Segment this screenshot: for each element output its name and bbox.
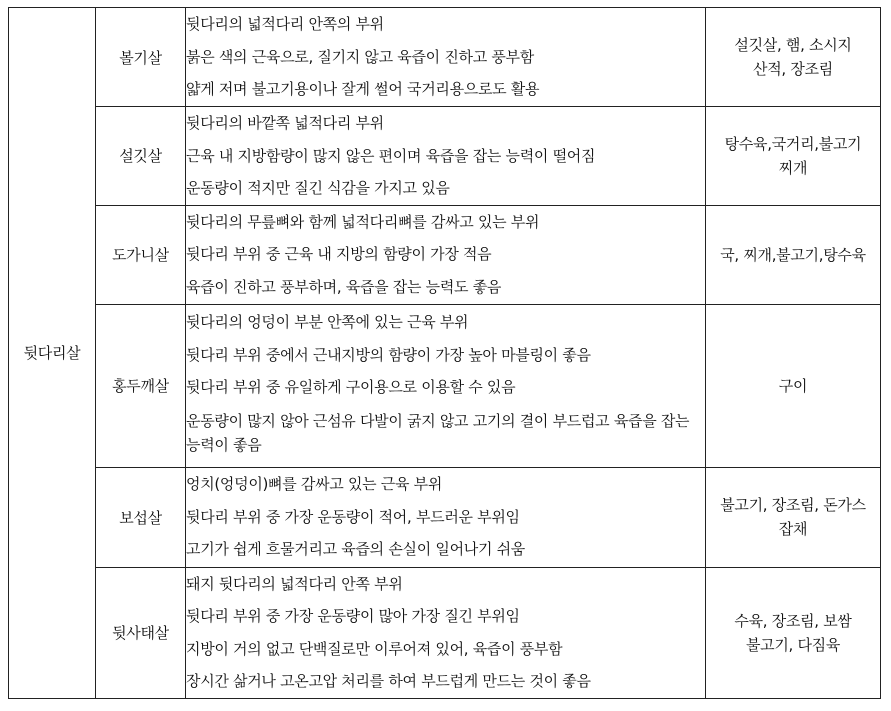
usage-cell — [706, 304, 881, 467]
usage-cell — [706, 107, 881, 206]
table-row — [9, 205, 881, 304]
cut-name-cell: 설깃살 — [96, 107, 186, 206]
description-line: 엉치(엉덩이)뼈를 감싸고 있는 근육 부위 — [186, 475, 443, 494]
usage-line: 탕수육,국거리,불고기 — [724, 134, 862, 153]
usage-cell — [706, 467, 881, 567]
description-line: 뒷다리 부위 중 근육 내 지방의 함량이 가장 적음 — [186, 245, 492, 264]
description-line: 운동량이 적지만 질긴 식감을 가지고 있음 — [186, 179, 450, 197]
description-line: 붉은 색의 근육으로, 질기지 않고 육즙이 진하고 풍부함 — [186, 47, 534, 66]
usage-cell — [706, 567, 881, 698]
description-cell — [186, 467, 706, 567]
usage-line: 잡채 — [778, 520, 808, 538]
description-line: 뒷다리 부위 중 가장 운동량이 적어, 부드러운 부위임 — [186, 507, 520, 526]
description-line: 돼지 뒷다리의 넓적다리 안쪽 부위 — [186, 574, 403, 593]
pork-hind-leg-cuts-table — [8, 7, 881, 699]
description-line: 지방이 거의 없고 단백질로만 이루어져 있어, 육즙이 풍부함 — [186, 639, 563, 658]
table-row — [9, 567, 881, 698]
description-cell — [186, 107, 706, 206]
usage-line: 국, 찌개,불고기,탕수육 — [720, 245, 866, 264]
description-line: 뒷다리 부위 중 유일하게 구이용으로 이용할 수 있음 — [186, 378, 516, 397]
description-line: 뒷다리의 엉덩이 부분 안쪽에 있는 근육 부위 — [186, 313, 469, 332]
description-line: 운동량이 많지 않아 근섬유 다발이 굵지 않고 고기의 결이 부드럽고 육즙을 잡는 능력이 좋음 — [186, 411, 690, 454]
cut-name-cell: 보섭살 — [96, 467, 186, 567]
cut-name-cell: 홍두깨살 — [96, 304, 186, 467]
usage-line: 찌개 — [778, 158, 808, 177]
description-line: 뒷다리의 무릎뼈와 함께 넓적다리뼈를 감싸고 있는 부위 — [186, 212, 540, 231]
usage-line: 구이 — [778, 376, 808, 395]
usage-line: 산적, 장조림 — [753, 60, 833, 78]
description-line: 뒷다리의 넓적다리 안쪽의 부위 — [186, 15, 384, 34]
description-cell — [186, 567, 706, 698]
description-line: 뒷다리 부위 중 가장 운동량이 많아 가장 질긴 부위임 — [186, 607, 520, 625]
description-line: 고기가 쉽게 흐물거리고 육즙의 손실이 일어나기 쉬움 — [186, 540, 525, 559]
description-line: 뒷다리의 바깥쪽 넓적다리 부위 — [186, 114, 384, 132]
description-cell — [186, 205, 706, 304]
description-line: 얇게 저며 불고기용이나 잘게 썰어 국거리용으로도 활용 — [186, 80, 540, 99]
table-row — [9, 107, 881, 206]
cut-name-cell: 뒷사태살 — [96, 567, 186, 698]
usage-cell — [706, 8, 881, 107]
category-cell: 뒷다리살 — [9, 8, 96, 699]
description-line: 뒷다리 부위 중에서 근내지방의 함량이 가장 높아 마블링이 좋음 — [186, 345, 591, 364]
usage-line: 설깃살, 햄, 소시지 — [734, 36, 852, 54]
description-cell — [186, 304, 706, 467]
table-row — [9, 304, 881, 467]
usage-line: 불고기, 다짐육 — [745, 635, 841, 654]
description-line: 장시간 삶거나 고온고압 처리를 하여 부드럽게 만드는 것이 좋음 — [186, 672, 591, 690]
description-cell — [186, 8, 706, 107]
description-line: 육즙이 진하고 풍부하며, 육즙을 잡는 능력도 좋음 — [186, 277, 502, 296]
cut-name-cell: 볼기살 — [96, 8, 186, 107]
table-row — [9, 8, 881, 107]
description-line: 근육 내 지방함량이 많지 않은 편이며 육즙을 잡는 능력이 떨어짐 — [186, 146, 596, 165]
cut-name-cell: 도가니살 — [96, 205, 186, 304]
usage-cell — [706, 205, 881, 304]
usage-line: 수육, 장조림, 보쌈 — [734, 611, 852, 630]
usage-line: 불고기, 장조림, 돈가스 — [720, 496, 866, 514]
table-row — [9, 467, 881, 567]
